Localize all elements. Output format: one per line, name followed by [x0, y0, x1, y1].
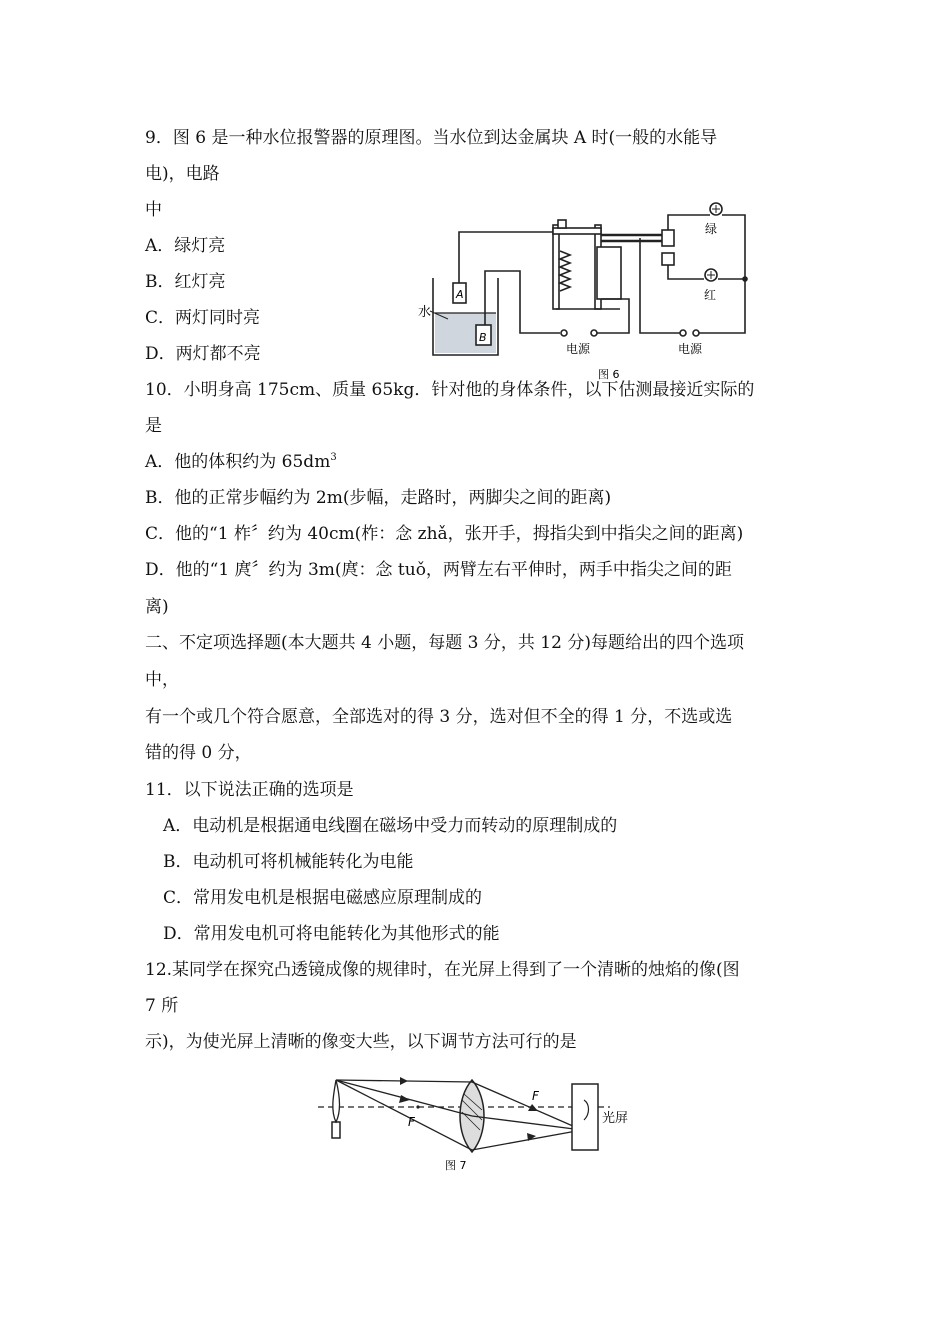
red-lamp-label: 红: [704, 288, 717, 302]
block-b-label: B: [479, 331, 487, 344]
q12-stem-line-2: 7 所: [145, 996, 179, 1016]
green-lamp-label: 绿: [705, 222, 718, 236]
q11-option-d: D．常用发电机可将电能转化为其他形式的能: [163, 924, 500, 944]
figure-7-lens-diagram: [310, 1070, 660, 1175]
q10-stem-line-1: 10．小明身高 175cm、质量 65kg．针对他的身体条件，以下估测最接近实际的: [145, 380, 755, 400]
q10-option-b: B．他的正常步幅约为 2m(步幅，走路时，两脚尖之间的距离): [145, 488, 612, 508]
q9-option-d: D．两灯都不亮: [145, 344, 261, 364]
figure-7-caption: 图 7: [445, 1159, 467, 1172]
q10-option-d-line-1: D．他的“1 庹〞约为 3m(庹：念 tuǒ，两臂左右平伸时，两手中指尖之间的距: [145, 560, 732, 580]
green-lamp-icon: [710, 203, 722, 215]
q10-option-d-line-2: 离): [145, 597, 169, 617]
q9-stem-line-1: 9．图 6 是一种水位报警器的原理图。当水位到达金属块 A 时(一般的水能导: [145, 128, 718, 148]
power-source-2-label: 电源: [678, 342, 703, 356]
section2-line-4: 错的得 0 分，: [145, 743, 252, 763]
q11-stem: 11．以下说法正确的选项是: [145, 780, 354, 800]
q9-stem-line-3: 中: [145, 200, 162, 220]
flame-icon: [333, 1080, 340, 1122]
q10-option-a-superscript: 3: [330, 452, 337, 463]
water-label: 水: [418, 305, 432, 320]
candle-icon: [332, 1122, 340, 1138]
power-source-1-label: 电源: [566, 342, 591, 356]
focal-point-left-label: F: [408, 1115, 415, 1129]
q11-option-c: C．常用发电机是根据电磁感应原理制成的: [163, 888, 483, 908]
q10-option-a: A．他的体积约为 $65dm^3$: [145, 452, 337, 472]
q9-option-c: C．两灯同时亮: [145, 308, 261, 328]
q10-option-c: C．他的“1 柞〞约为 40cm(柞：念 zhǎ，张开手，拇指尖到中指尖之间的距离): [145, 524, 744, 544]
red-lamp-icon: [705, 269, 717, 281]
q9-option-b: B．红灯亮: [145, 272, 226, 292]
q9-stem-line-2: 电)，电路: [145, 164, 220, 184]
figure-6-water-alarm-diagram: [400, 195, 770, 385]
section2-line-2: 中，: [145, 670, 179, 690]
q10-stem-line-2: 是: [145, 416, 162, 436]
section2-line-3: 有一个或几个符合愿意，全部选对的得 3 分，选对但不全的得 1 分，不选或选: [145, 707, 733, 727]
q11-option-a: A．电动机是根据通电线圈在磁场中受力而转动的原理制成的: [163, 816, 618, 836]
section2-line-1: 二、不定项选择题(本大题共 4 小题，每题 3 分，共 12 分)每题给出的四个选项: [145, 633, 744, 653]
block-a-label: A: [456, 288, 464, 301]
figure-6-caption: 图 6: [598, 368, 620, 381]
light-screen-icon: [572, 1084, 598, 1150]
q12-stem-line-1: 12.某同学在探究凸透镜成像的规律时，在光屏上得到了一个清晰的烛焰的像(图: [145, 960, 740, 980]
q12-stem-line-3: 示)，为使光屏上清晰的像变大些，以下调节方法可行的是: [145, 1032, 577, 1052]
light-screen-label: 光屏: [602, 1111, 629, 1126]
q11-option-b: B．电动机可将机械能转化为电能: [163, 852, 414, 872]
focal-point-right-label: F: [532, 1089, 539, 1103]
q9-option-a: A．绿灯亮: [145, 236, 226, 256]
